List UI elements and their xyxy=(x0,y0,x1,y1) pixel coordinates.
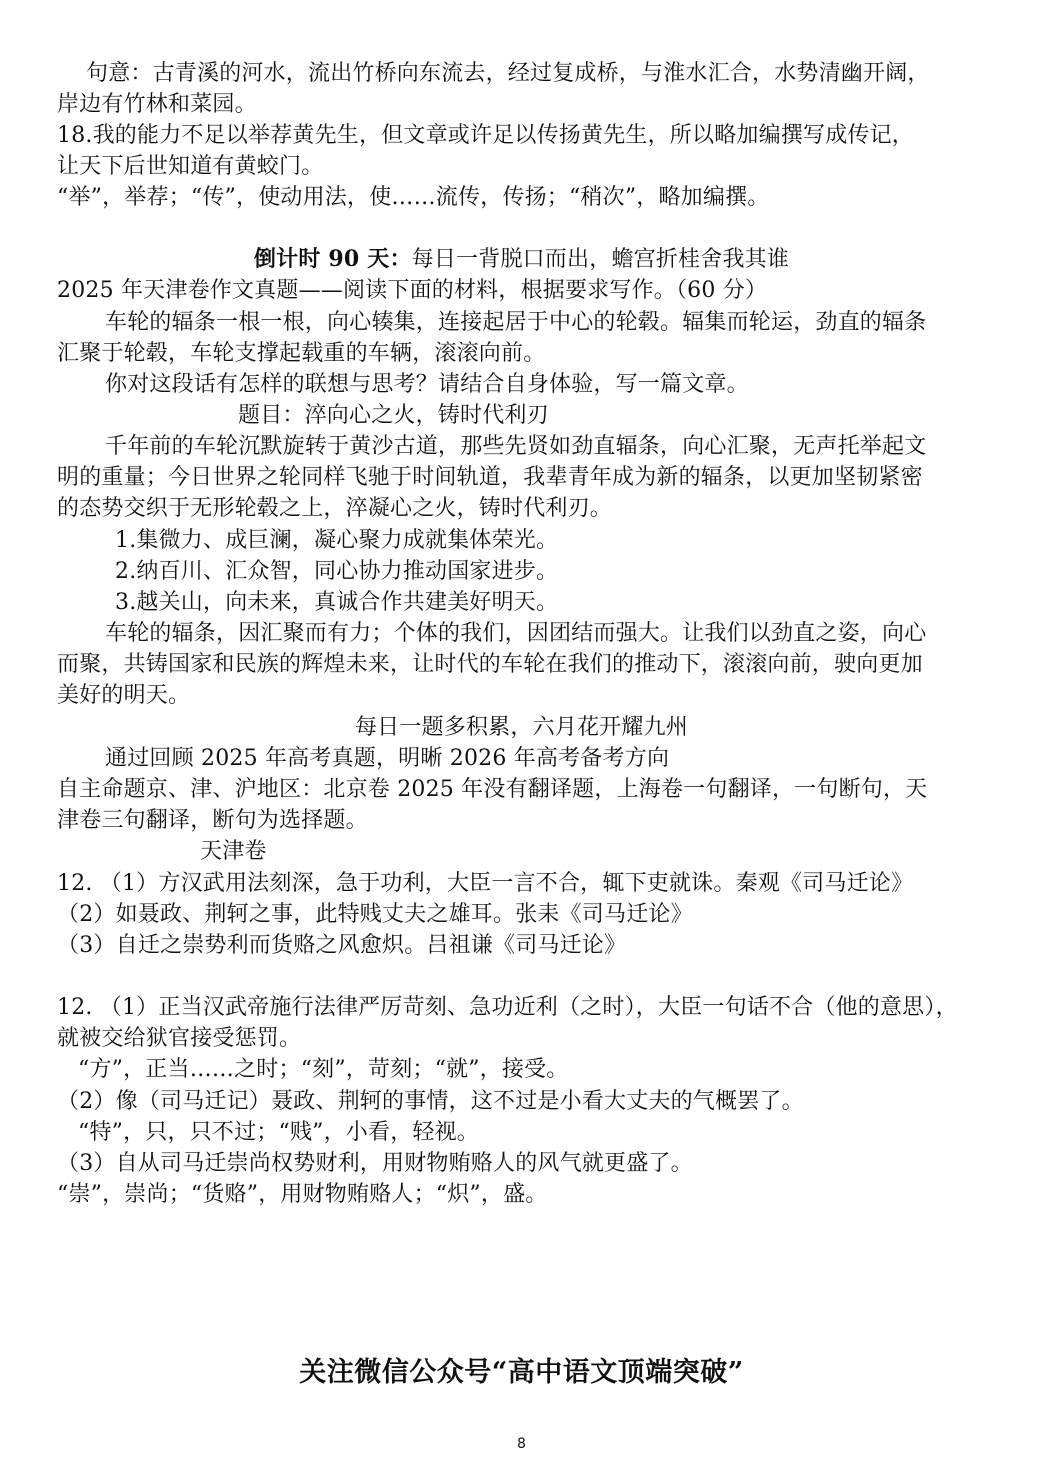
answer-12-part-1-line-1: 12. （1）正当汉武帝施行法律严厉苛刻、急功近利（之时），大臣一句话不合（他的意思）， xyxy=(57,995,958,1020)
countdown-heading xyxy=(0,244,1043,275)
answer-12-part-2: （2）像（司马迁记）聂政、荆轲的事情，这不过是小看大丈夫的气概罢了。 xyxy=(57,1089,804,1114)
tianjin-label: 天津卷 xyxy=(200,839,267,864)
essay-intro-line-3: 的态势交织于无形轮毂之上，淬凝心之火，铸时代利刃。 xyxy=(57,496,613,521)
daily-heading: 每日一题多积累，六月花开耀九州 xyxy=(354,715,688,740)
essay-conclusion-line-2: 而聚，共铸国家和民族的辉煌未来，让时代的车轮在我们的推动下，滚滚向前，驶向更加 xyxy=(57,652,923,677)
sentence-meaning-line-1: 句意：古青溪的河水，流出竹桥向东流去，经过复成桥，与淮水汇合，水势清幽开阔， xyxy=(86,61,930,86)
sentence-meaning-line-2: 岸边有竹林和菜园。 xyxy=(57,92,257,117)
answer-18-notes: “举”，举荐；“传”，使动用法，使……流传，传扬；“稍次”，略加编撰。 xyxy=(57,185,770,210)
page-number: 8 xyxy=(517,1436,526,1452)
answer-18-line-2: 让天下后世知道有黄蛟门。 xyxy=(57,154,324,179)
countdown-label: 倒计时 90 天： xyxy=(253,246,412,272)
daily-regions-line-2: 津卷三句翻译，断句为选择题。 xyxy=(57,808,368,833)
answer-18-line-1: 18.我的能力不足以举荐黄先生，但文章或许足以传扬黄先生，所以略加编撰写成传记， xyxy=(57,123,914,148)
answer-12-part-3-notes: “崇”，崇尚；“货赂”，用财物贿赂人；“炽”，盛。 xyxy=(57,1182,548,1207)
essay-conclusion-line-1: 车轮的辐条，因汇聚而有力；个体的我们，因团结而强大。让我们以劲直之姿，向心 xyxy=(105,621,927,646)
daily-review-line: 通过回顾 2025 年高考真题，明晰 2026 年高考备考方向 xyxy=(105,746,670,771)
essay-material-line-1: 车轮的辐条一根一根，向心辏集，连接起居于中心的轮毂。辐集而轮运，劲直的辐条 xyxy=(105,310,927,335)
essay-material-line-2: 汇聚于轮毂，车轮支撑起载重的车辆，滚滚向前。 xyxy=(57,341,546,366)
essay-point-1: 1.集微力、成巨澜，凝心聚力成就集体荣光。 xyxy=(115,528,559,553)
question-12-part-1: 12. （1）方汉武用法刻深，急于功利，大臣一言不合，辄下吏就诛。秦观《司马迁论》 xyxy=(57,871,914,896)
answer-12-part-1-notes: “方”，正当……之时；“刻”，苛刻；“就”，接受。 xyxy=(78,1057,569,1082)
essay-prompt-line: 2025 年天津卷作文真题——阅读下面的材料，根据要求写作。（60 分） xyxy=(57,278,768,303)
essay-intro-line-1: 千年前的车轮沉默旋转于黄沙古道，那些先贤如劲直辐条，向心汇聚，无声托举起文 xyxy=(105,434,927,459)
essay-question: 你对这段话有怎样的联想与思考？请结合自身体验，写一篇文章。 xyxy=(105,372,749,397)
essay-intro-line-2: 明的重量；今日世界之轮同样飞驰于时间轨道，我辈青年成为新的辐条，以更加坚韧紧密 xyxy=(57,465,923,490)
answer-12-part-2-notes: “特”，只，只不过；“贱”，小看，轻视。 xyxy=(78,1120,479,1145)
daily-regions-line-1: 自主命题京、津、沪地区：北京卷 2025 年没有翻译题，上海卷一句翻译，一句断句，天 xyxy=(57,777,928,802)
answer-12-part-1-line-2: 就被交给狱官接受惩罚。 xyxy=(57,1026,302,1051)
countdown-motto: 每日一背脱口而出，蟾宫折桂舍我其谁 xyxy=(411,247,790,272)
essay-point-2: 2.纳百川、汇众智，同心协力推动国家进步。 xyxy=(115,559,559,584)
essay-title: 题目：淬向心之火，铸时代利刃 xyxy=(238,403,549,428)
wechat-promo: 关注微信公众号“高中语文顶端突破” xyxy=(299,1357,744,1388)
question-12-part-2: （2）如聂政、荆轲之事，此特贱丈夫之雄耳。张耒《司马迁论》 xyxy=(57,902,693,927)
answer-12-part-3: （3）自从司马迁崇尚权势财利，用财物贿赂人的风气就更盛了。 xyxy=(57,1151,693,1176)
essay-point-3: 3.越关山，向未来，真诚合作共建美好明天。 xyxy=(115,590,559,615)
essay-conclusion-line-3: 美好的明天。 xyxy=(57,683,191,708)
question-12-part-3: （3）自迁之崇势利而货赂之风愈炽。吕祖谦《司马迁论》 xyxy=(57,933,627,958)
